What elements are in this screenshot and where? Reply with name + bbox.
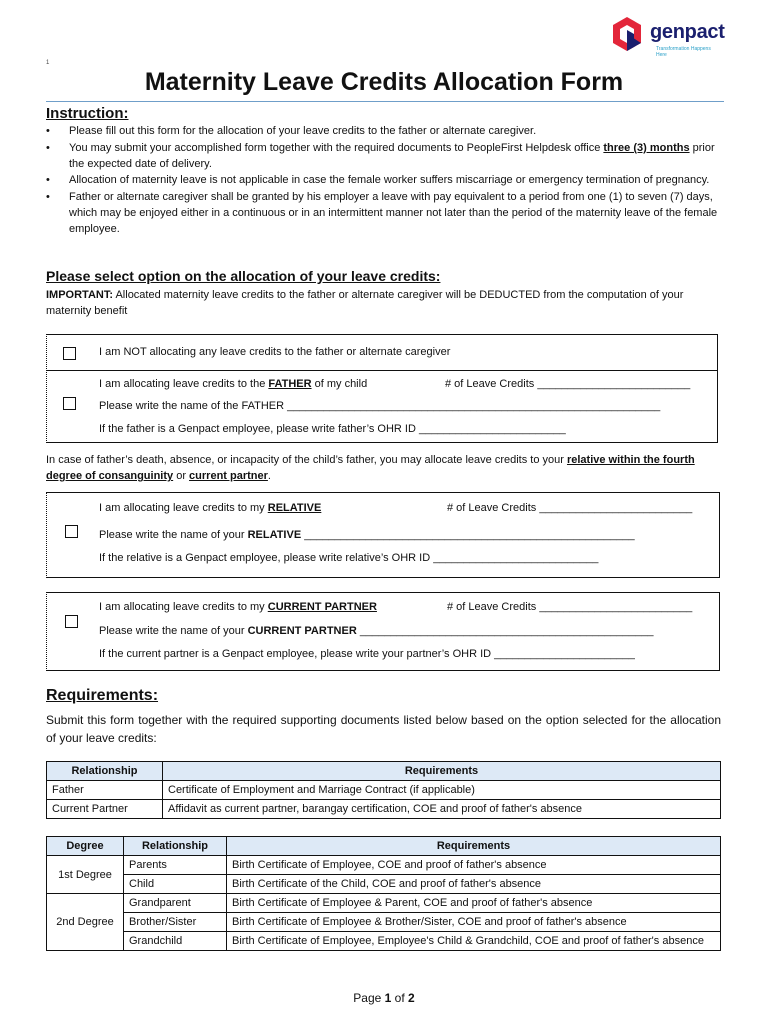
instruction-bullet-3: • Allocation of maternity leave is not applicable in case the female worker suffers miscarriage or emergency termination of pregnancy. (46, 173, 722, 189)
checkbox-father[interactable] (63, 397, 76, 410)
father-label-text: I am allocating leave credits to the (99, 378, 269, 390)
table-header-row (47, 837, 721, 856)
bullet2-emphasis: three (3) months (603, 141, 690, 154)
partner-option-label (99, 601, 377, 613)
relative-credits-field[interactable]: # of Leave Credits _________________________ (447, 502, 693, 514)
table-cell: Birth Certificate of Employee, Employee's Child & Grandchild, COE and proof of father's absence (227, 932, 721, 951)
table-cell: Brother/Sister (124, 913, 227, 932)
footer-page-word: Page (353, 991, 385, 1005)
table-cell: Grandchild (124, 932, 227, 951)
partner-label-text: I am allocating leave credits to my (99, 601, 268, 613)
option-divider (46, 370, 718, 371)
footer-page-number: 1 (384, 991, 392, 1005)
relative-label-text: I am allocating leave credits to my (99, 502, 268, 514)
page-title: Maternity Leave Credits Allocation Form (144, 68, 624, 96)
table-header: Requirements (227, 837, 721, 856)
instruction-list (46, 124, 722, 239)
requirements-text: Submit this form together with the required supporting documents listed below based on the option selected for the allocation of your leave credits: (46, 713, 721, 745)
table-cell: Birth Certificate of Employee & Brother/Sister, COE and proof of father's absence (227, 913, 721, 932)
consanguinity-period: . (267, 470, 271, 482)
table-cell: Parents (124, 856, 227, 875)
select-heading: Please select option on the allocation of your leave credits: (46, 268, 441, 284)
important-note (46, 287, 722, 319)
partner-label-emphasis: CURRENT PARTNER (267, 601, 377, 613)
table-row (47, 781, 721, 800)
partner-name-emphasis: CURRENT PARTNER (247, 625, 357, 637)
brand-name: genpact (650, 21, 725, 43)
table-header: Relationship (47, 762, 163, 781)
requirements-table-degree (46, 836, 721, 951)
genpact-logo-icon (612, 17, 642, 51)
consanguinity-partner: current partner (189, 470, 268, 482)
corner-mark: 1 (46, 60, 50, 66)
table-header: Relationship (124, 837, 227, 856)
table-row (47, 800, 721, 819)
title-divider (46, 101, 724, 102)
consanguinity-text: In case of father’s death, absence, or incapacity of the child’s father, you may allocate leave credits to your (46, 454, 567, 466)
table-header: Requirements (163, 762, 721, 781)
relative-name-emphasis: RELATIVE (247, 529, 302, 541)
father-label-text-end: of my child (311, 378, 368, 390)
table-header-row (47, 762, 721, 781)
relative-name-text: Please write the name of your (99, 529, 248, 541)
table-row (47, 875, 721, 894)
partner-name-text: Please write the name of your (99, 625, 248, 637)
table-row (47, 932, 721, 951)
table-header: Degree (47, 837, 124, 856)
partner-credits-field[interactable]: # of Leave Credits _________________________ (447, 601, 693, 613)
table-cell: Current Partner (47, 800, 163, 819)
instruction-heading: Instruction: (46, 105, 129, 122)
degree-cell: 2nd Degree (47, 894, 124, 951)
relative-option-label (99, 502, 321, 514)
father-option-label (99, 378, 367, 390)
consanguinity-emphasis: relative within the fourth degree of consanguinity (46, 454, 695, 482)
table-row (47, 894, 721, 913)
brand-tagline: Transformation Happens Here (656, 46, 711, 58)
checkbox-no-allocation[interactable] (63, 347, 76, 360)
relative-label-emphasis: RELATIVE (267, 502, 322, 514)
requirements-table-relationship (46, 761, 721, 819)
table-cell: Birth Certificate of Employee & Parent, COE and proof of father's absence (227, 894, 721, 913)
table-row (47, 913, 721, 932)
consanguinity-or: or (173, 470, 190, 482)
important-text: Allocated maternity leave credits to the father or alternate caregiver will be DEDUCTED from the computation of your maternity benefit (46, 289, 684, 317)
partner-ohr-field[interactable]: If the current partner is a Genpact employee, please write your partner’s OHR ID _______________________ (99, 648, 635, 660)
father-label-emphasis: FATHER (268, 378, 312, 390)
instruction-bullet-1: • Please fill out this form for the allocation of your leave credits to the father or alternate caregiver. (46, 124, 722, 140)
checkbox-relative[interactable] (65, 525, 78, 538)
relative-name-blank: ______________________________________________________ (301, 529, 635, 541)
table-cell: Birth Certificate of Employee, COE and proof of father's absence (227, 856, 721, 875)
genpact-logo (612, 15, 752, 61)
partner-name-field[interactable] (99, 625, 653, 637)
father-name-field[interactable]: Please write the name of the FATHER _____________________________________________________________ (99, 400, 661, 412)
relative-ohr-field[interactable]: If the relative is a Genpact employee, please write relative’s OHR ID ___________________________ (99, 552, 599, 564)
father-credits-field[interactable]: # of Leave Credits _________________________ (445, 378, 691, 390)
table-cell: Father (47, 781, 163, 800)
requirements-heading: Requirements: (46, 687, 159, 704)
table-row (47, 856, 721, 875)
table-cell: Certificate of Employment and Marriage Contract (if applicable) (163, 781, 721, 800)
footer-of-word: of (391, 991, 409, 1005)
table-cell: Grandparent (124, 894, 227, 913)
bullet2-text-end: prior the expected date of delivery. (69, 141, 715, 170)
page-footer (0, 991, 768, 1005)
table-cell: Affidavit as current partner, barangay certification, COE and proof of father's absence (163, 800, 721, 819)
table-cell: Birth Certificate of the Child, COE and proof of father's absence (227, 875, 721, 894)
table-cell: Child (124, 875, 227, 894)
degree-cell: 1st Degree (47, 856, 124, 894)
consanguinity-note (46, 452, 722, 484)
bullet2-text: You may submit your accomplished form together with the required documents to PeopleFirst Helpdesk office (69, 141, 604, 154)
checkbox-partner[interactable] (65, 615, 78, 628)
partner-name-blank: ________________________________________________ (356, 625, 654, 637)
father-ohr-field[interactable]: If the father is a Genpact employee, please write father’s OHR ID ________________________ (99, 423, 566, 435)
important-label: IMPORTANT: (46, 289, 114, 301)
footer-page-total: 2 (408, 991, 415, 1005)
instruction-bullet-2 (46, 141, 722, 173)
instruction-bullet-4: • Father or alternate caregiver shall be granted by his employer a leave with pay equivalent to a period from one (1) to seven (7) days, which may be enjoyed either in a continuous or in an intermittent manner not later than the period of the maternity leave of the female employee. (46, 190, 722, 237)
option-no-allocation-label: I am NOT allocating any leave credits to the father or alternate caregiver (99, 346, 451, 358)
relative-name-field[interactable] (99, 529, 635, 541)
